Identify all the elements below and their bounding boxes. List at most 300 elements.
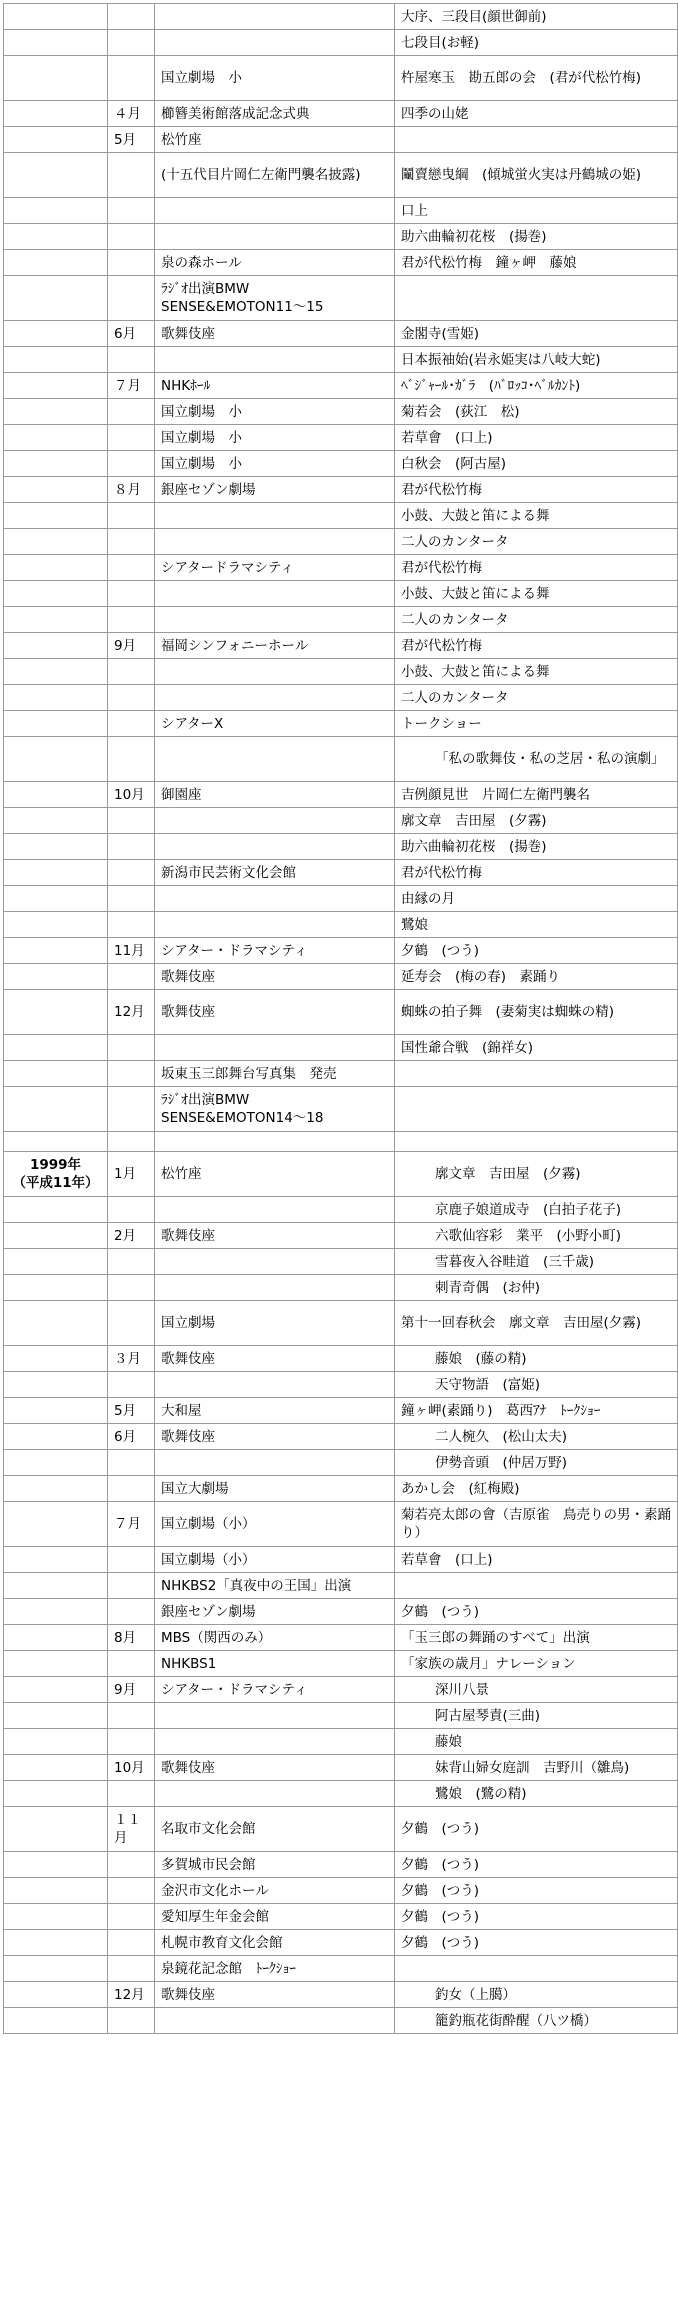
program-cell: 夕鶴 (つう) [395, 1904, 678, 1930]
month-cell [108, 1573, 155, 1599]
table-row [4, 1651, 678, 1677]
month-cell [108, 1275, 155, 1301]
table-row [4, 1852, 678, 1878]
program-cell: 菊若亮太郎の會（吉原雀 鳥売りの男・素踊り） [395, 1502, 678, 1547]
month-cell [108, 1904, 155, 1930]
month-cell [108, 1061, 155, 1087]
table-row [4, 834, 678, 860]
table-row [4, 1372, 678, 1398]
month-cell [108, 1450, 155, 1476]
program-cell: 君が代松竹梅 [395, 477, 678, 503]
venue-cell: 国立劇場 [155, 1301, 395, 1346]
program-cell: 夕鶴 (つう) [395, 1878, 678, 1904]
month-cell [108, 1956, 155, 1982]
program-cell: 大序、三段目(顔世御前) [395, 4, 678, 30]
month-cell [108, 2008, 155, 2034]
year-cell [4, 347, 108, 373]
month-cell: ３月 [108, 1346, 155, 1372]
program-cell: 「私の歌舞伎・私の芝居・私の演劇」 [395, 737, 678, 782]
month-cell [108, 1852, 155, 1878]
venue-cell: 歌舞伎座 [155, 990, 395, 1035]
venue-cell [155, 834, 395, 860]
year-cell [4, 737, 108, 782]
program-cell: あかし会 (紅梅殿) [395, 1476, 678, 1502]
table-row [4, 1755, 678, 1781]
month-cell [108, 1930, 155, 1956]
venue-cell [155, 529, 395, 555]
venue-cell: 札幌市教育文化会館 [155, 1930, 395, 1956]
program-cell: トークショー [395, 711, 678, 737]
year-cell [4, 711, 108, 737]
year-cell [4, 1275, 108, 1301]
month-cell [108, 1372, 155, 1398]
month-cell: 1月 [108, 1152, 155, 1197]
table-row [4, 1132, 678, 1152]
month-cell [108, 808, 155, 834]
month-cell [108, 1132, 155, 1152]
month-cell: 12月 [108, 990, 155, 1035]
month-cell [108, 886, 155, 912]
year-cell [4, 1599, 108, 1625]
year-cell [4, 224, 108, 250]
venue-cell: NHKBS2「真夜中の王国」出演 [155, 1573, 395, 1599]
table-row [4, 555, 678, 581]
venue-cell: 名取市文化会館 [155, 1807, 395, 1852]
table-row [4, 451, 678, 477]
table-row [4, 1982, 678, 2008]
year-cell [4, 1087, 108, 1132]
venue-cell: 多賀城市民会館 [155, 1852, 395, 1878]
table-row [4, 1346, 678, 1372]
venue-cell: 歌舞伎座 [155, 1424, 395, 1450]
venue-cell [155, 2008, 395, 2034]
venue-cell: 歌舞伎座 [155, 321, 395, 347]
year-cell [4, 529, 108, 555]
year-cell [4, 912, 108, 938]
program-cell: 廓文章 吉田屋 (夕霧) [395, 1152, 678, 1197]
month-cell [108, 1729, 155, 1755]
venue-cell: 歌舞伎座 [155, 1346, 395, 1372]
table-row [4, 1547, 678, 1573]
month-cell [108, 153, 155, 198]
program-cell: 雪暮夜入谷畦道 (三千歳) [395, 1249, 678, 1275]
program-cell: 六歌仙容彩 業平 (小野小町) [395, 1223, 678, 1249]
table-row [4, 860, 678, 886]
year-cell [4, 990, 108, 1035]
program-cell: 妹背山婦女庭訓 吉野川（雛鳥) [395, 1755, 678, 1781]
program-cell: 君が代松竹梅 [395, 860, 678, 886]
program-cell: 杵屋寒玉 勘五郎の会 (君が代松竹梅) [395, 56, 678, 101]
year-cell [4, 1982, 108, 2008]
month-cell: 5月 [108, 127, 155, 153]
venue-cell: MBS（関西のみ） [155, 1625, 395, 1651]
month-cell [108, 1703, 155, 1729]
month-cell: 2月 [108, 1223, 155, 1249]
program-cell [395, 1087, 678, 1132]
year-cell [4, 373, 108, 399]
table-row [4, 4, 678, 30]
year-cell [4, 1249, 108, 1275]
table-row [4, 1087, 678, 1132]
program-cell [395, 1573, 678, 1599]
venue-cell [155, 685, 395, 711]
year-cell [4, 399, 108, 425]
venue-cell [155, 1729, 395, 1755]
program-cell: 日本振袖始(岩永姫実は八岐大蛇) [395, 347, 678, 373]
venue-cell: シアター・ドラマシティ [155, 938, 395, 964]
month-cell [108, 1249, 155, 1275]
program-cell: 二人のカンタータ [395, 685, 678, 711]
month-cell [108, 347, 155, 373]
program-cell: 君が代松竹梅 鐘ヶ岬 藤娘 [395, 250, 678, 276]
table-row [4, 30, 678, 56]
year-cell [4, 808, 108, 834]
table-row [4, 127, 678, 153]
program-cell: 「玉三郎の舞踊のすべて」出演 [395, 1625, 678, 1651]
venue-cell: 大和屋 [155, 1398, 395, 1424]
program-cell: 小鼓、大鼓と笛による舞 [395, 581, 678, 607]
year-cell [4, 964, 108, 990]
program-cell: 吉例顔見世 片岡仁左衛門襲名 [395, 782, 678, 808]
year-cell [4, 1398, 108, 1424]
venue-cell: シアター・ドラマシティ [155, 1677, 395, 1703]
year-cell [4, 1132, 108, 1152]
month-cell: ４月 [108, 101, 155, 127]
month-cell [108, 607, 155, 633]
year-cell [4, 1625, 108, 1651]
year-cell [4, 321, 108, 347]
month-cell [108, 399, 155, 425]
table-row [4, 964, 678, 990]
month-cell: 6月 [108, 1424, 155, 1450]
table-row [4, 1152, 678, 1197]
program-cell: 金閣寺(雪姫) [395, 321, 678, 347]
year-cell [4, 1372, 108, 1398]
program-cell: 夕鶴 (つう) [395, 938, 678, 964]
year-cell [4, 1781, 108, 1807]
venue-cell [155, 198, 395, 224]
program-cell: 藤娘 (藤の精) [395, 1346, 678, 1372]
program-cell [395, 276, 678, 321]
venue-cell: 国立劇場 小 [155, 451, 395, 477]
venue-cell: ﾗｼﾞｵ出演BMW SENSE&EMOTON14〜18 [155, 1087, 395, 1132]
program-cell: 国性爺合戦 (錦祥女) [395, 1035, 678, 1061]
year-cell [4, 503, 108, 529]
venue-cell: 松竹座 [155, 1152, 395, 1197]
venue-cell [155, 1450, 395, 1476]
table-row [4, 1450, 678, 1476]
venue-cell [155, 1132, 395, 1152]
table-row [4, 782, 678, 808]
program-cell: 四季の山姥 [395, 101, 678, 127]
year-cell [4, 1729, 108, 1755]
month-cell: ７月 [108, 373, 155, 399]
program-cell: 廓文章 吉田屋 (夕霧) [395, 808, 678, 834]
year-cell [4, 607, 108, 633]
year-cell [4, 1573, 108, 1599]
table-row [4, 1476, 678, 1502]
year-cell [4, 1346, 108, 1372]
table-row [4, 659, 678, 685]
venue-cell: 金沢市文化ホール [155, 1878, 395, 1904]
year-cell [4, 276, 108, 321]
year-cell [4, 1703, 108, 1729]
year-cell [4, 834, 108, 860]
table-row [4, 1625, 678, 1651]
month-cell [108, 1197, 155, 1223]
program-cell: 小鼓、大鼓と笛による舞 [395, 503, 678, 529]
table-body [4, 4, 678, 2034]
table-row [4, 1904, 678, 1930]
year-cell [4, 1807, 108, 1852]
program-cell: 阿古屋琴責(三曲) [395, 1703, 678, 1729]
venue-cell [155, 886, 395, 912]
month-cell [108, 425, 155, 451]
program-cell [395, 127, 678, 153]
program-cell: 京鹿子娘道成寺 (白拍子花子) [395, 1197, 678, 1223]
table-row [4, 2008, 678, 2034]
table-row [4, 581, 678, 607]
venue-cell [155, 737, 395, 782]
venue-cell: 坂東玉三郎舞台写真集 発売 [155, 1061, 395, 1087]
month-cell [108, 30, 155, 56]
year-cell [4, 1061, 108, 1087]
table-row [4, 912, 678, 938]
program-cell: 天守物語 (富姫) [395, 1372, 678, 1398]
year-cell [4, 1197, 108, 1223]
month-cell [108, 659, 155, 685]
table-row [4, 886, 678, 912]
venue-cell: NHKﾎｰﾙ [155, 373, 395, 399]
table-row [4, 1703, 678, 1729]
venue-cell: 国立劇場（小） [155, 1547, 395, 1573]
month-cell [108, 1651, 155, 1677]
month-cell [108, 276, 155, 321]
table-row [4, 1930, 678, 1956]
month-cell: ８月 [108, 477, 155, 503]
month-cell [108, 737, 155, 782]
month-cell [108, 4, 155, 30]
venue-cell: 泉鏡花記念館 ﾄｰｸｼｮｰ [155, 1956, 395, 1982]
year-cell [4, 127, 108, 153]
month-cell: 8月 [108, 1625, 155, 1651]
table-row [4, 153, 678, 198]
program-cell: 二人のカンタータ [395, 607, 678, 633]
program-cell: 助六曲輪初花桜 (揚巻) [395, 224, 678, 250]
year-cell [4, 1852, 108, 1878]
table-row [4, 373, 678, 399]
venue-cell [155, 347, 395, 373]
year-cell [4, 1301, 108, 1346]
month-cell [108, 711, 155, 737]
month-cell [108, 1547, 155, 1573]
program-cell: 二人のカンタータ [395, 529, 678, 555]
month-cell: 10月 [108, 1755, 155, 1781]
program-cell: 夕鶴 (つう) [395, 1807, 678, 1852]
year-cell [4, 1651, 108, 1677]
performance-history-table [3, 3, 678, 2034]
venue-cell [155, 30, 395, 56]
program-cell: 若草會 (口上) [395, 1547, 678, 1573]
venue-cell: 福岡シンフォニーホール [155, 633, 395, 659]
year-cell [4, 1878, 108, 1904]
venue-cell [155, 1703, 395, 1729]
table-row [4, 224, 678, 250]
month-cell [108, 224, 155, 250]
program-cell: 「家族の歳月」ナレーション [395, 1651, 678, 1677]
year-cell [4, 1424, 108, 1450]
program-cell: 白秋会 (阿古屋) [395, 451, 678, 477]
year-cell [4, 1930, 108, 1956]
month-cell [108, 1087, 155, 1132]
table-row [4, 685, 678, 711]
venue-cell: 国立劇場 小 [155, 425, 395, 451]
table-row [4, 276, 678, 321]
table-row [4, 1677, 678, 1703]
month-cell: 11月 [108, 938, 155, 964]
program-cell: 刺青奇偶 (お仲) [395, 1275, 678, 1301]
program-cell: 籠釣瓶花街酔醒（八ツ橋） [395, 2008, 678, 2034]
month-cell [108, 451, 155, 477]
month-cell: 12月 [108, 1982, 155, 2008]
year-cell [4, 633, 108, 659]
year-cell [4, 659, 108, 685]
program-cell: 鬮賣戀曳綱 (傾城蛍火実は丹鶴城の姫) [395, 153, 678, 198]
month-cell [108, 555, 155, 581]
venue-cell: 国立大劇場 [155, 1476, 395, 1502]
venue-cell [155, 1035, 395, 1061]
year-cell [4, 451, 108, 477]
month-cell: 5月 [108, 1398, 155, 1424]
month-cell: 6月 [108, 321, 155, 347]
year-cell [4, 198, 108, 224]
program-cell [395, 1956, 678, 1982]
venue-cell [155, 224, 395, 250]
table-row [4, 1249, 678, 1275]
program-cell: 助六曲輪初花桜 (揚巻) [395, 834, 678, 860]
venue-cell: 松竹座 [155, 127, 395, 153]
table-row [4, 1301, 678, 1346]
venue-cell: (十五代目片岡仁左衛門襲名披露) [155, 153, 395, 198]
table-row [4, 1275, 678, 1301]
table-row [4, 808, 678, 834]
venue-cell: 歌舞伎座 [155, 1982, 395, 2008]
year-cell [4, 782, 108, 808]
program-cell: 釣女（上臈） [395, 1982, 678, 2008]
program-cell: 若草會 (口上) [395, 425, 678, 451]
program-cell: 夕鶴 (つう) [395, 1852, 678, 1878]
program-cell: 第十一回春秋会 廓文章 吉田屋(夕霧) [395, 1301, 678, 1346]
table-row [4, 1781, 678, 1807]
table-row [4, 1424, 678, 1450]
venue-cell: 櫛簪美術館落成記念式典 [155, 101, 395, 127]
table-row [4, 711, 678, 737]
year-cell [4, 1904, 108, 1930]
table-row [4, 347, 678, 373]
venue-cell: 国立劇場 小 [155, 399, 395, 425]
venue-cell [155, 581, 395, 607]
month-cell [108, 1301, 155, 1346]
program-cell: 口上 [395, 198, 678, 224]
venue-cell [155, 1197, 395, 1223]
month-cell: 9月 [108, 1677, 155, 1703]
program-cell: 君が代松竹梅 [395, 633, 678, 659]
table-row [4, 990, 678, 1035]
table-row [4, 1061, 678, 1087]
venue-cell: 銀座セゾン劇場 [155, 477, 395, 503]
month-cell: 9月 [108, 633, 155, 659]
table-row [4, 1398, 678, 1424]
table-row [4, 1223, 678, 1249]
venue-cell: 銀座セゾン劇場 [155, 1599, 395, 1625]
venue-cell [155, 503, 395, 529]
venue-cell: NHKBS1 [155, 1651, 395, 1677]
program-cell: 蜘蛛の拍子舞 (妻菊実は蜘蛛の精) [395, 990, 678, 1035]
table-row [4, 1035, 678, 1061]
table-row [4, 737, 678, 782]
year-cell: 1999年 （平成11年） [4, 1152, 108, 1197]
program-cell: 深川八景 [395, 1677, 678, 1703]
venue-cell: 歌舞伎座 [155, 964, 395, 990]
month-cell [108, 1476, 155, 1502]
table-row [4, 1956, 678, 1982]
venue-cell: 泉の森ホール [155, 250, 395, 276]
table-row [4, 198, 678, 224]
venue-cell [155, 4, 395, 30]
year-cell [4, 1547, 108, 1573]
month-cell: １１月 [108, 1807, 155, 1852]
month-cell [108, 834, 155, 860]
year-cell [4, 685, 108, 711]
table-row [4, 529, 678, 555]
table-row [4, 1599, 678, 1625]
venue-cell [155, 659, 395, 685]
year-cell [4, 1035, 108, 1061]
venue-cell: 国立劇場（小） [155, 1502, 395, 1547]
venue-cell: シアタードラマシティ [155, 555, 395, 581]
year-cell [4, 886, 108, 912]
year-cell [4, 425, 108, 451]
month-cell [108, 56, 155, 101]
venue-cell: 歌舞伎座 [155, 1755, 395, 1781]
venue-cell: 歌舞伎座 [155, 1223, 395, 1249]
month-cell [108, 1781, 155, 1807]
program-cell: ﾍﾞｼﾞｬｰﾙ･ｶﾞﾗ (ﾊﾞﾛｯｺ･ﾍﾞﾙｶﾝﾄ) [395, 373, 678, 399]
year-cell [4, 56, 108, 101]
venue-cell [155, 1249, 395, 1275]
year-cell [4, 153, 108, 198]
year-cell [4, 2008, 108, 2034]
venue-cell: 愛知厚生年金会館 [155, 1904, 395, 1930]
venue-cell [155, 1372, 395, 1398]
program-cell: 七段目(お軽) [395, 30, 678, 56]
table-row [4, 101, 678, 127]
table-row [4, 477, 678, 503]
program-cell: 夕鶴 (つう) [395, 1930, 678, 1956]
year-cell [4, 555, 108, 581]
program-cell: 君が代松竹梅 [395, 555, 678, 581]
program-cell: 延寿会 (梅の春) 素踊り [395, 964, 678, 990]
month-cell [108, 964, 155, 990]
program-cell [395, 1132, 678, 1152]
venue-cell [155, 1275, 395, 1301]
year-cell [4, 1502, 108, 1547]
table-row [4, 425, 678, 451]
program-cell: 夕鶴 (つう) [395, 1599, 678, 1625]
venue-cell: 新潟市民芸術文化会館 [155, 860, 395, 886]
month-cell [108, 1035, 155, 1061]
year-cell [4, 1677, 108, 1703]
